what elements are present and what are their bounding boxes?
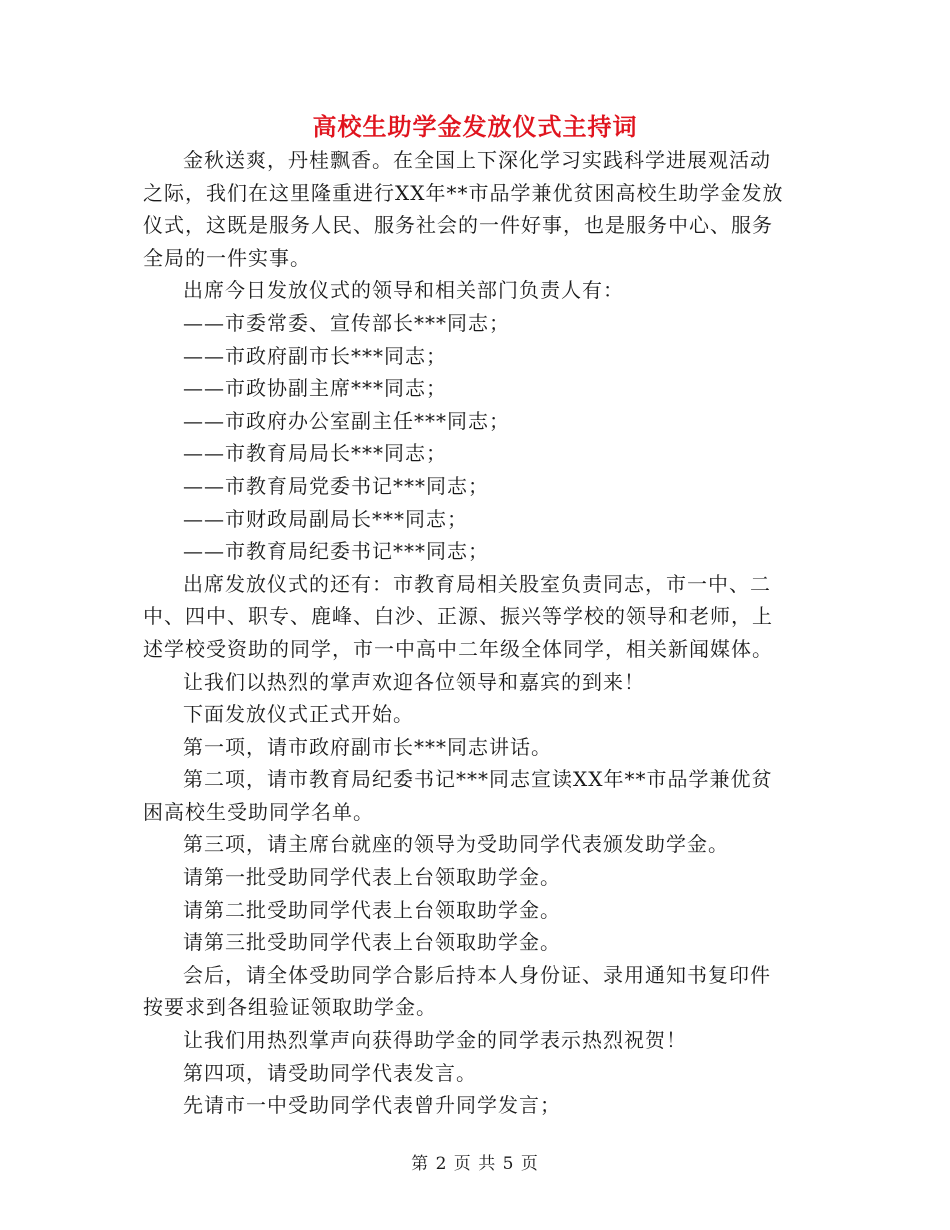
paragraph — [143, 274, 807, 307]
paragraph-line: 先请市一中受助同学代表曾升同学发言； — [183, 1093, 561, 1118]
paragraph — [143, 1057, 807, 1090]
paragraph — [143, 763, 807, 828]
paragraph-line: 出席今日发放仪式的领导和相关部门负责人有： — [183, 278, 624, 303]
paragraph-line: 第一项，请市政府副市长***同志讲话。 — [183, 734, 552, 759]
paragraph — [143, 405, 807, 438]
paragraph-line: 请第三批受助同学代表上台领取助学金。 — [183, 930, 561, 955]
paragraph-line: 出席发放仪式的还有：市教育局相关股室负责同志，市一中、二 — [183, 571, 771, 596]
document-title: 高校生助学金发放仪式主持词 — [312, 112, 638, 141]
paragraph — [143, 535, 807, 568]
paragraph — [143, 926, 807, 959]
paragraph-line: 让我们以热烈的掌声欢迎各位领导和嘉宾的到来！ — [183, 669, 645, 694]
paragraph-line: ——市委常委、宣传部长***同志； — [183, 310, 510, 335]
paragraph — [143, 568, 807, 666]
paragraph — [143, 1089, 807, 1122]
paragraph — [143, 340, 807, 373]
paragraph — [143, 470, 807, 503]
paragraph — [143, 372, 807, 405]
paragraph — [143, 1024, 807, 1057]
paragraph-line: ——市财政局副局长***同志； — [183, 506, 468, 531]
page-footer: 第 2 页 共 5 页 — [411, 1154, 539, 1174]
paragraph-line: ——市教育局局长***同志； — [183, 441, 447, 466]
paragraph-line: 困高校生受助同学名单。 — [143, 799, 374, 824]
paragraph — [143, 437, 807, 470]
paragraph-line: ——市教育局纪委书记***同志； — [183, 539, 489, 564]
paragraph — [143, 666, 807, 699]
paragraph-line: ——市政府办公室副主任***同志； — [183, 408, 510, 433]
paragraph-line: 第四项，请受助同学代表发言。 — [183, 1060, 477, 1085]
paragraph — [143, 307, 807, 340]
paragraph-line: 按要求到各组验证领取助学金。 — [143, 995, 437, 1020]
paragraph-line: ——市教育局党委书记***同志； — [183, 473, 489, 498]
paragraph-line: 之际，我们在这里隆重进行XX年**市品学兼优贫困高校生助学金发放 — [143, 180, 784, 205]
paragraph — [143, 144, 807, 274]
document-body — [143, 144, 807, 1122]
paragraph-line: ——市政协副主席***同志； — [183, 376, 447, 401]
paragraph-line: 中、四中、职专、鹿峰、白沙、正源、振兴等学校的领导和老师，上 — [143, 604, 773, 629]
paragraph-line: 第三项，请主席台就座的领导为受助同学代表颁发助学金。 — [183, 832, 729, 857]
paragraph-line: 请第一批受助同学代表上台领取助学金。 — [183, 865, 561, 890]
paragraph-line: 请第二批受助同学代表上台领取助学金。 — [183, 897, 561, 922]
paragraph-line: 下面发放仪式正式开始。 — [183, 702, 414, 727]
paragraph — [143, 731, 807, 764]
paragraph-line: 全局的一件实事。 — [143, 245, 311, 270]
paragraph — [143, 894, 807, 927]
paragraph-line: 会后，请全体受助同学合影后持本人身份证、录用通知书复印件 — [183, 962, 771, 987]
paragraph — [143, 861, 807, 894]
paragraph — [143, 828, 807, 861]
paragraph-line: 第二项，请市教育局纪委书记***同志宣读XX年**市品学兼优贫 — [183, 767, 773, 792]
paragraph — [143, 698, 807, 731]
paragraph-line: 让我们用热烈掌声向获得助学金的同学表示热烈祝贺！ — [183, 1028, 687, 1053]
paragraph-line: 述学校受资助的同学，市一中高中二年级全体同学，相关新闻媒体。 — [143, 636, 773, 661]
paragraph — [143, 503, 807, 536]
paragraph-line: 仪式，这既是服务人民、服务社会的一件好事，也是服务中心、服务 — [143, 213, 773, 238]
paragraph-line: ——市政府副市长***同志； — [183, 343, 447, 368]
paragraph — [143, 959, 807, 1024]
paragraph-line: 金秋送爽，丹桂飘香。在全国上下深化学习实践科学进展观活动 — [183, 148, 771, 172]
